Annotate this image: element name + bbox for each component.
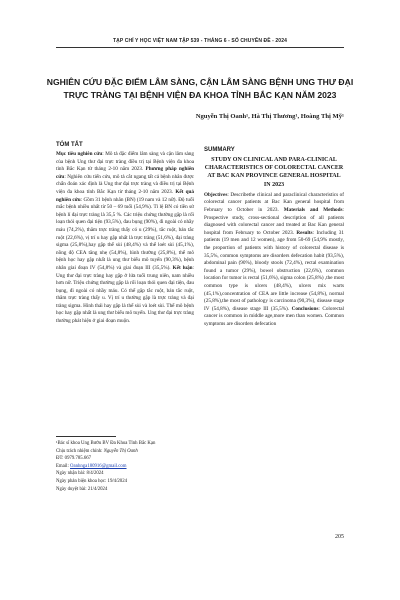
email-link[interactable]: Oanhnga180916@gmail.com [70,463,127,469]
objectives-text: : Describethe clinical and paraclinical characteristics of colorectal cancer patients at Bac Kan general hospital from February to October in 2023. [204,191,344,213]
article-title: NGHIÊN CỨU ĐẶC ĐIỂM LÂM SÀNG, CẬN LÂM SÀNG BỆNH UNG THƯ ĐẠI TRỰC TRÀNG TẠI BỆNH VIỆN ĐA KHOA TỈNH BẮC KẠN NĂM 2023 [46,77,354,100]
right-column [204,142,344,329]
conclusion-label: Kết luận [172,264,193,271]
en-conclusions-label: Conclusions [291,305,319,312]
en-results-label: Results [296,229,313,236]
phone: ĐT: 0979.785.667 [56,456,92,462]
objective-label: Mục tiêu nghiên cứu [56,151,103,157]
journal-header: TẠP CHÍ Y HỌC VIỆT NAM TẬP 539 - THÁNG 6 - SỐ CHUYÊN ĐỀ - 2024 [113,38,287,44]
footnote [56,440,194,493]
left-column [56,142,194,326]
received-date: Ngày nhận bài: 8/4/2024 [56,471,104,477]
author-list: Nguyễn Thị Oanh¹, Hà Thị Thương¹, Hoàng Thị Mỹ¹ [195,113,344,120]
methods-label: Phương pháp nghiên cứu [56,166,195,180]
email-line: Email: Oanhnga180916@gmail.com [56,463,127,469]
responsible-name: Nguyễn Thị Oanh [103,448,138,454]
affiliation: ¹Bác sĩ khoa Ung Bướu BV Đa Khoa Tỉnh Bắc Kạn [56,441,156,446]
conclusion-text: : Ung thư đại trực tràng hay gặp ở lứa tuổi trung niên, nam nhiều hơn nữ. Triệu chứng thường gặp là rối loạn thói quen đại tiện, đau bụng, đi ngoài có nhầy máu. Có thể gặp tắc ruột, bán tắc ruột, thăm trực tràng thấy u. Vị trí u thường gặp là trực tràng và đại tràng sigma. Hình thái hay gặp là thể sùi và loét sùi. Thể mô bệnh học hay gặp nhất là ung thư biểu mô tuyến. Ung thư đại trực tràng thường phát hiện ở giai đoạn muộn. [56,264,194,325]
en-conclusions-text: : Colorectal cancer is common in middle age,more men than women. Common symptoms are disorders defecation [204,305,344,327]
page-number: 205 [335,534,344,540]
english-title: STUDY ON CLINICAL AND PARA-CLINICAL CHARACTERISTICS OF COLORECTAL CANCER AT BAC KAN PROVINCE GENERAL HOSPITAL IN 2023 [204,157,344,188]
english-abstract [204,192,344,329]
en-methods-label: Materials and Methods [283,207,343,213]
objectives-label: Objectives [204,191,228,198]
header-divider [56,47,344,48]
vietnamese-abstract [56,151,194,326]
results-text: : Gồm 31 bệnh nhân (BN) (19 nam và 12 nữ). Độ tuổi mắc bệnh nhiều nhất từ 50 – 69 tuổi (54,9%). Tỉ lệ BN có tiền sử bệnh lí đại trực tràng là 35,5 %. Các triệu chứng thường gặp là rối loạn thói quen đại tiện (93,5%), đau bụng (90%), đi ngoài có nhầy máu (74,2%), thăm trực tràng thấy có u (29%), tắc ruột, bán tắc ruột (22,6%), vị trí u hay gặp nhất là trực tràng (51,6%), đại tràng sigma (25,8%),hay gặp thể sùi (48,4%) và thể loét sùi (45,1%), nồng độ CEA tăng nhẹ (54,8%), hình thường (25,8%), thể mô bệnh học hay gặp nhất là ung thư biểu mô tuyến (90,3%), bệnh nhân giai đoạn IV (54,8%) và giai đoạn III (35,5%). [56,196,194,271]
approved-date: Ngày duyệt bài: 21/4/2024 [56,486,108,492]
results-label: Kết quả nghiên cứu [56,188,194,203]
responsible-author: Chịu trách nhiệm chính: Nguyễn Thị Oanh [56,448,138,454]
english-summary-heading: SUMMARY [204,147,235,153]
en-methods-text: : Prospective study, cross-sectional description of all patients diagnosed with colorectal cancer and treated at Bac Kan general hospital from February to October 2023. [204,207,344,236]
en-results-text: : Including 31 patients (19 men and 12 women), age from 50-69 (54,9% mostly, the proportion of patients with history of colorectal disease is 35,5%, common symptoms are disorders defecation habit (93,5%), abdominal pain (90%), bloody stools (72,4%), rectal examination found a tumor (29%), bowel obstruction (22,6%), common location for tumor is rectal (51,6%), sigma colon (25,8%) ,the most common type is ulcers (48,4%), ulcers mix warts (45,1%),concentration of CEA are little increase (54,8%), normal (25,8%),the most of pathology is carcinoma (90,3%), disease stage IV (54,8%), disease stage III (35,5%). [204,229,344,312]
objective-text: : Mô tả đặc điểm lâm sàng và cận lâm sàng của bệnh Ung thư đại trực tràng điều trị tại Bệnh viện đa khoa tỉnh Bắc Kạn từ tháng 2-10 năm 2023. [56,151,194,173]
reviewed-date: Ngày phản biện khoa học: 19/4/2024 [56,478,128,484]
footnote-divider [56,436,116,437]
methods-text: : Nghiên cứu tiến cứu, mô tả cắt ngang tất cả bệnh nhân được chẩn đoán xác định là Ung thư đại trực tràng và điều trị tại Bệnh viện đa khoa tỉnh Bắc Kạn từ tháng 2-10 năm 2023. [56,173,194,195]
summary-heading: TÓM TẮT [56,142,83,148]
